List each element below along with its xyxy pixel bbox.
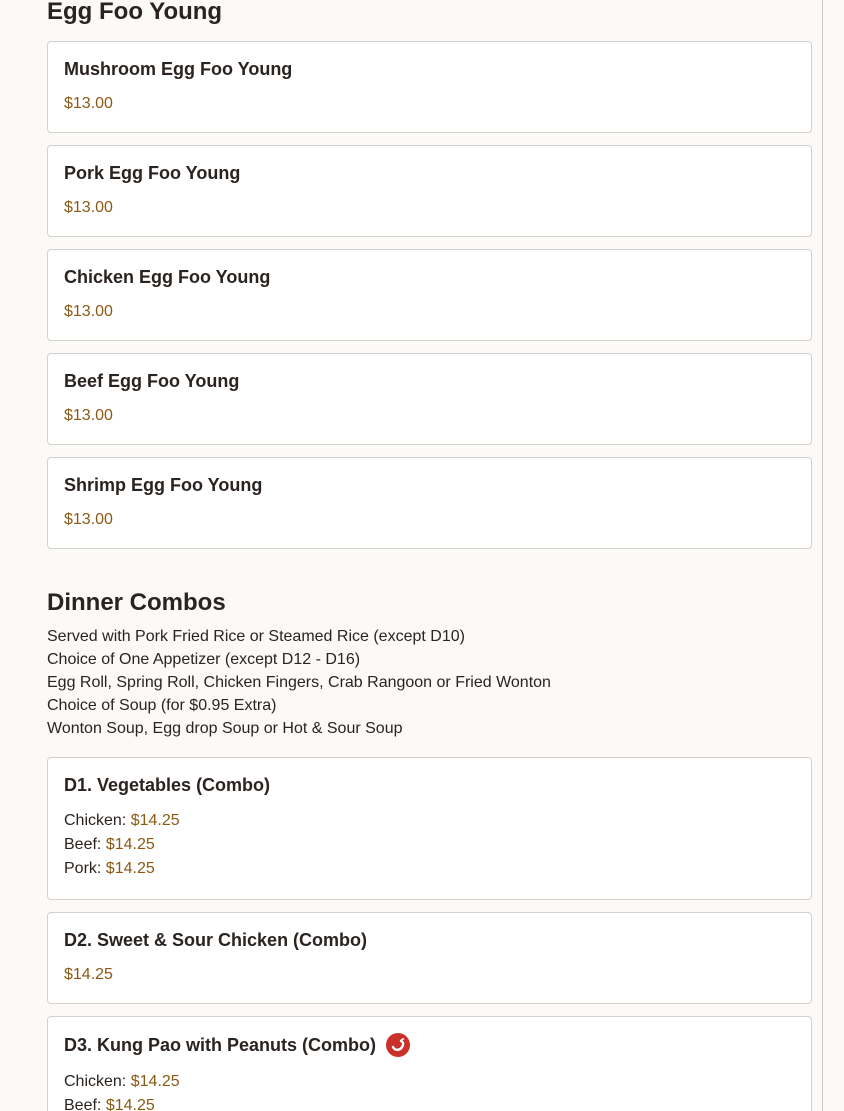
option-price: $14.25 bbox=[130, 812, 180, 829]
menu-item-price: $13.00 bbox=[64, 303, 113, 320]
description-line: Choice of One Appetizer (except D12 - D16) bbox=[47, 651, 361, 668]
menu-item-card[interactable] bbox=[47, 457, 812, 549]
menu-item-name: Chicken Egg Foo Young bbox=[64, 267, 271, 287]
menu-item-card[interactable] bbox=[47, 353, 812, 445]
price-options bbox=[64, 809, 795, 881]
section-title-dinner-combos: Dinner Combos bbox=[47, 589, 226, 616]
scroll-edge-divider bbox=[822, 0, 823, 1111]
menu-item-name: Pork Egg Foo Young bbox=[64, 163, 241, 183]
menu-item-price: $13.00 bbox=[64, 199, 113, 216]
menu-item-card[interactable] bbox=[47, 757, 812, 900]
price-option bbox=[64, 1094, 795, 1111]
option-label: Chicken: bbox=[64, 812, 131, 829]
section-title-egg-foo-young: Egg Foo Young bbox=[47, 0, 223, 25]
price-option bbox=[64, 1070, 795, 1094]
price-option bbox=[64, 857, 795, 881]
option-label: Chicken: bbox=[64, 1073, 131, 1090]
menu-item-card[interactable] bbox=[47, 1016, 812, 1111]
spicy-pepper-icon bbox=[386, 1033, 410, 1057]
price-option bbox=[64, 833, 795, 857]
menu-item-price: $13.00 bbox=[64, 407, 113, 424]
menu-item-name: D1. Vegetables (Combo) bbox=[64, 775, 271, 795]
option-price: $14.25 bbox=[105, 836, 155, 853]
description-line: Served with Pork Fried Rice or Steamed Rice (except D10) bbox=[47, 628, 465, 645]
menu-content bbox=[47, 0, 812, 1111]
price-option bbox=[64, 809, 795, 833]
option-price: $14.25 bbox=[105, 1097, 155, 1111]
menu-item-price: $14.25 bbox=[64, 966, 113, 983]
price-options bbox=[64, 1070, 795, 1111]
menu-item-name: Beef Egg Foo Young bbox=[64, 371, 240, 391]
menu-item-title-row bbox=[64, 1033, 795, 1057]
option-price: $14.25 bbox=[105, 860, 155, 877]
description-line: Choice of Soup (for $0.95 Extra) bbox=[47, 697, 277, 714]
menu-item-name: D2. Sweet & Sour Chicken (Combo) bbox=[64, 930, 368, 950]
option-price: $14.25 bbox=[130, 1073, 180, 1090]
menu-item-card[interactable] bbox=[47, 41, 812, 133]
menu-item-card[interactable] bbox=[47, 249, 812, 341]
menu-item-price: $13.00 bbox=[64, 511, 113, 528]
description-line: Wonton Soup, Egg drop Soup or Hot & Sour Soup bbox=[47, 720, 403, 737]
menu-item-name: D3. Kung Pao with Peanuts (Combo) bbox=[64, 1035, 377, 1055]
option-label: Beef: bbox=[64, 1097, 106, 1111]
menu-item-card[interactable] bbox=[47, 912, 812, 1004]
option-label: Beef: bbox=[64, 836, 106, 853]
section-description bbox=[47, 625, 812, 740]
description-line: Egg Roll, Spring Roll, Chicken Fingers, Crab Rangoon or Fried Wonton bbox=[47, 674, 551, 691]
menu-item-name: Shrimp Egg Foo Young bbox=[64, 475, 263, 495]
option-label: Pork: bbox=[64, 860, 106, 877]
menu-item-card[interactable] bbox=[47, 145, 812, 237]
menu-item-name: Mushroom Egg Foo Young bbox=[64, 59, 293, 79]
menu-item-price: $13.00 bbox=[64, 95, 113, 112]
